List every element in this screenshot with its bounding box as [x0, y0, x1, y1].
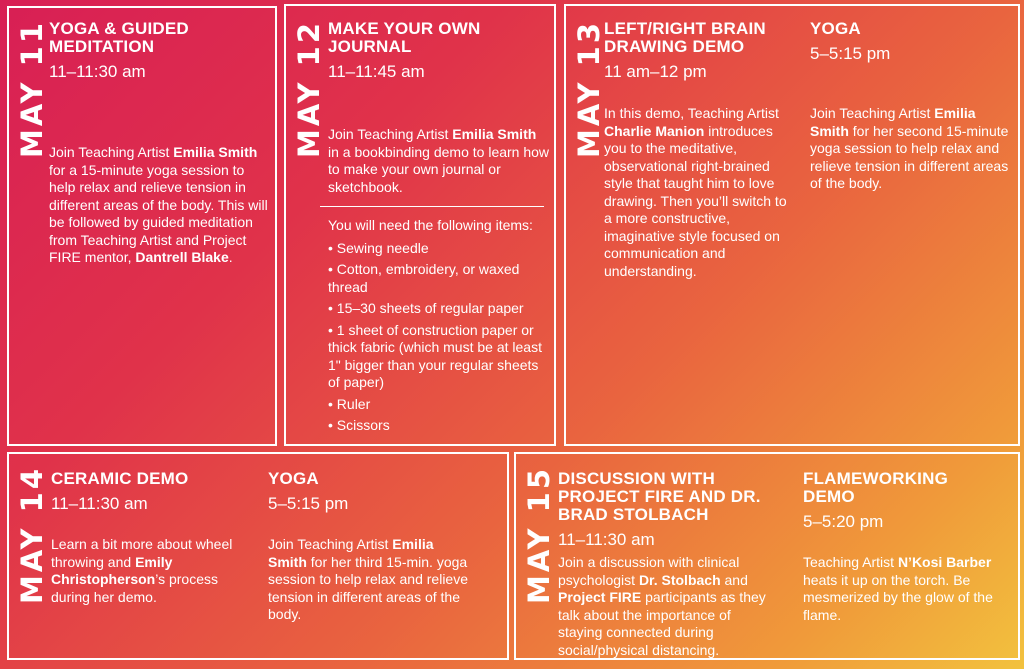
items-list — [328, 240, 550, 435]
event-time: 11–11:30 am — [558, 530, 655, 549]
event-card-may-15 — [514, 452, 1020, 660]
event-column-2 — [268, 470, 468, 624]
event-description: Join Teaching Artist Emilia Smith in a bookbinding demo to learn how to make your own journal or sketchbook. — [328, 126, 550, 195]
event-card-may-13 — [564, 4, 1020, 446]
event-time: 5–5:15 pm — [810, 44, 891, 63]
event-title: CERAMIC DEMO — [51, 469, 189, 488]
date-text: MAY 12 — [291, 20, 326, 158]
date-text: MAY 13 — [571, 20, 606, 158]
event-column-1 — [558, 470, 790, 659]
event-description: In this demo, Teaching Artist Charlie Manion introduces you to the meditative, observational right-brained style that taught him to love drawing. Then you’ll switch to a more constructive, imaginative style focused on communication and understanding. — [604, 105, 787, 279]
event-time: 11–11:45 am — [328, 62, 425, 81]
date-text: MAY 11 — [14, 20, 49, 158]
event-description: Join Teaching Artist Emilia Smith for her second 15-minute yoga session to help relax and relieve tension in different areas of the body. — [810, 105, 1009, 191]
event-title: YOGA & GUIDED MEDITATION — [49, 19, 189, 56]
event-card-may-11 — [7, 6, 277, 446]
event-title: LEFT/RIGHT BRAIN DRAWING DEMO — [604, 19, 766, 56]
date-label — [286, 20, 332, 158]
event-title: FLAMEWORKING DEMO — [803, 469, 948, 506]
event-column — [49, 20, 271, 267]
event-time: 5–5:20 pm — [803, 512, 884, 531]
event-column-1 — [604, 20, 796, 280]
event-description: Teaching Artist N’Kosi Barber heats it up on the torch. Be mesmerized by the glow of the flame. — [803, 554, 993, 623]
event-title: YOGA — [810, 19, 861, 38]
event-description: Join Teaching Artist Emilia Smith for her third 15-min. yoga session to help relax and relieve tension in different areas of the body. — [268, 536, 469, 622]
event-column-2 — [803, 470, 1003, 624]
event-column — [328, 20, 550, 439]
list-item: • 15–30 sheets of regular paper — [328, 300, 550, 318]
event-time: 5–5:15 pm — [268, 494, 349, 513]
list-item: • 1 sheet of construction paper or thick fabric (which must be at least 1" bigger than your regular sheets of paper) — [328, 322, 550, 392]
list-item: • Ruler — [328, 396, 550, 414]
event-title: YOGA — [268, 469, 319, 488]
event-card-may-14 — [7, 452, 509, 660]
items-heading: You will need the following items: — [328, 217, 533, 233]
list-item: • Scissors — [328, 417, 550, 435]
event-time: 11 am–12 pm — [604, 62, 707, 81]
event-description: Learn a bit more about wheel throwing and Emily Christopherson’s process during her demo. — [51, 536, 233, 605]
event-time: 11–11:30 am — [51, 494, 148, 513]
event-time: 11–11:30 am — [49, 62, 146, 81]
list-item: • Sewing needle — [328, 240, 550, 258]
date-text: MAY 14 — [14, 466, 49, 604]
event-title: DISCUSSION WITH PROJECT FIRE AND DR. BRAD STOLBACH — [558, 469, 761, 524]
event-column-2 — [810, 20, 1010, 193]
event-card-may-12 — [284, 4, 556, 446]
list-item: • Cotton, embroidery, or waxed thread — [328, 261, 550, 296]
event-column-1 — [51, 470, 251, 606]
date-text: MAY 15 — [521, 466, 556, 604]
event-title: MAKE YOUR OWN JOURNAL — [328, 19, 481, 56]
date-label — [9, 466, 55, 604]
event-description: Join a discussion with clinical psychologist Dr. Stolbach and Project FIRE participants as they talk about the importance of staying connected during social/physical distancing. — [558, 554, 766, 658]
date-label — [516, 466, 562, 604]
divider — [320, 206, 544, 207]
event-description: Join Teaching Artist Emilia Smith for a 15-minute yoga session to help relax and relieve tension in different areas of the body. This will be followed by guided meditation from Teaching Artist and Project FIRE mentor, Dantrell Blake. — [49, 144, 268, 265]
